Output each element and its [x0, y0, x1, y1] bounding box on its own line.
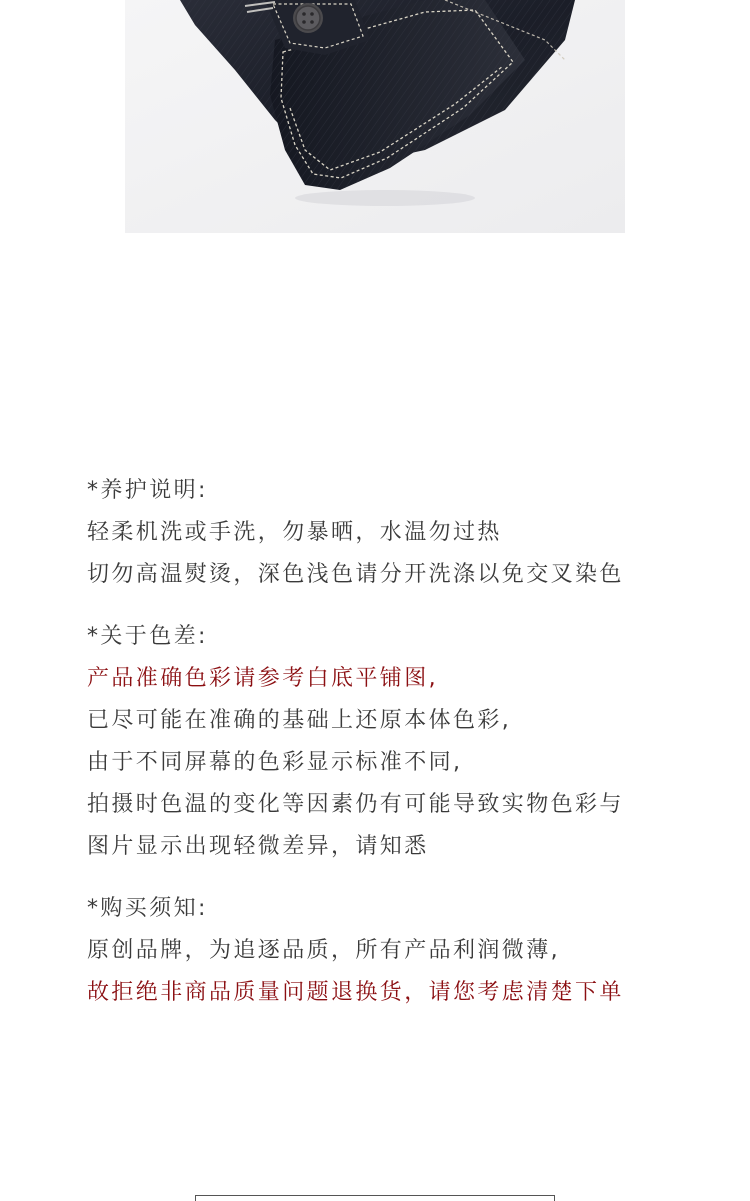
- color-difference-line: 拍摄时色温的变化等因素仍有可能导致实物色彩与: [87, 792, 624, 817]
- product-photo-denim-cuff: [125, 0, 625, 233]
- care-heading: *养护说明:: [87, 478, 208, 503]
- denim-cuff-illustration: [125, 0, 625, 233]
- care-section: [87, 470, 687, 596]
- color-difference-line: 图片显示出现轻微差异，请知悉: [87, 834, 429, 859]
- purchase-notice-line: 原创品牌，为追逐品质，所有产品利润微薄,: [87, 938, 560, 963]
- purchase-notice-line-highlight: 故拒绝非商品质量问题退换货，请您考虑清楚下单: [87, 980, 624, 1005]
- color-difference-line-highlight: 产品准确色彩请参考白底平铺图,: [87, 666, 438, 691]
- care-line: 切勿高温熨烫，深色浅色请分开洗涤以免交叉染色: [87, 562, 624, 587]
- color-difference-section: [87, 616, 687, 868]
- bottom-divider: [195, 1195, 555, 1201]
- care-line: 轻柔机洗或手洗，勿暴晒，水温勿过热: [87, 520, 502, 545]
- product-notes: [87, 470, 687, 1034]
- color-difference-line: 由于不同屏幕的色彩显示标准不同,: [87, 750, 463, 775]
- purchase-notice-section: [87, 888, 687, 1014]
- purchase-notice-heading: *购买须知:: [87, 896, 208, 921]
- color-difference-line: 已尽可能在准确的基础上还原本体色彩,: [87, 708, 512, 733]
- color-difference-heading: *关于色差:: [87, 624, 208, 649]
